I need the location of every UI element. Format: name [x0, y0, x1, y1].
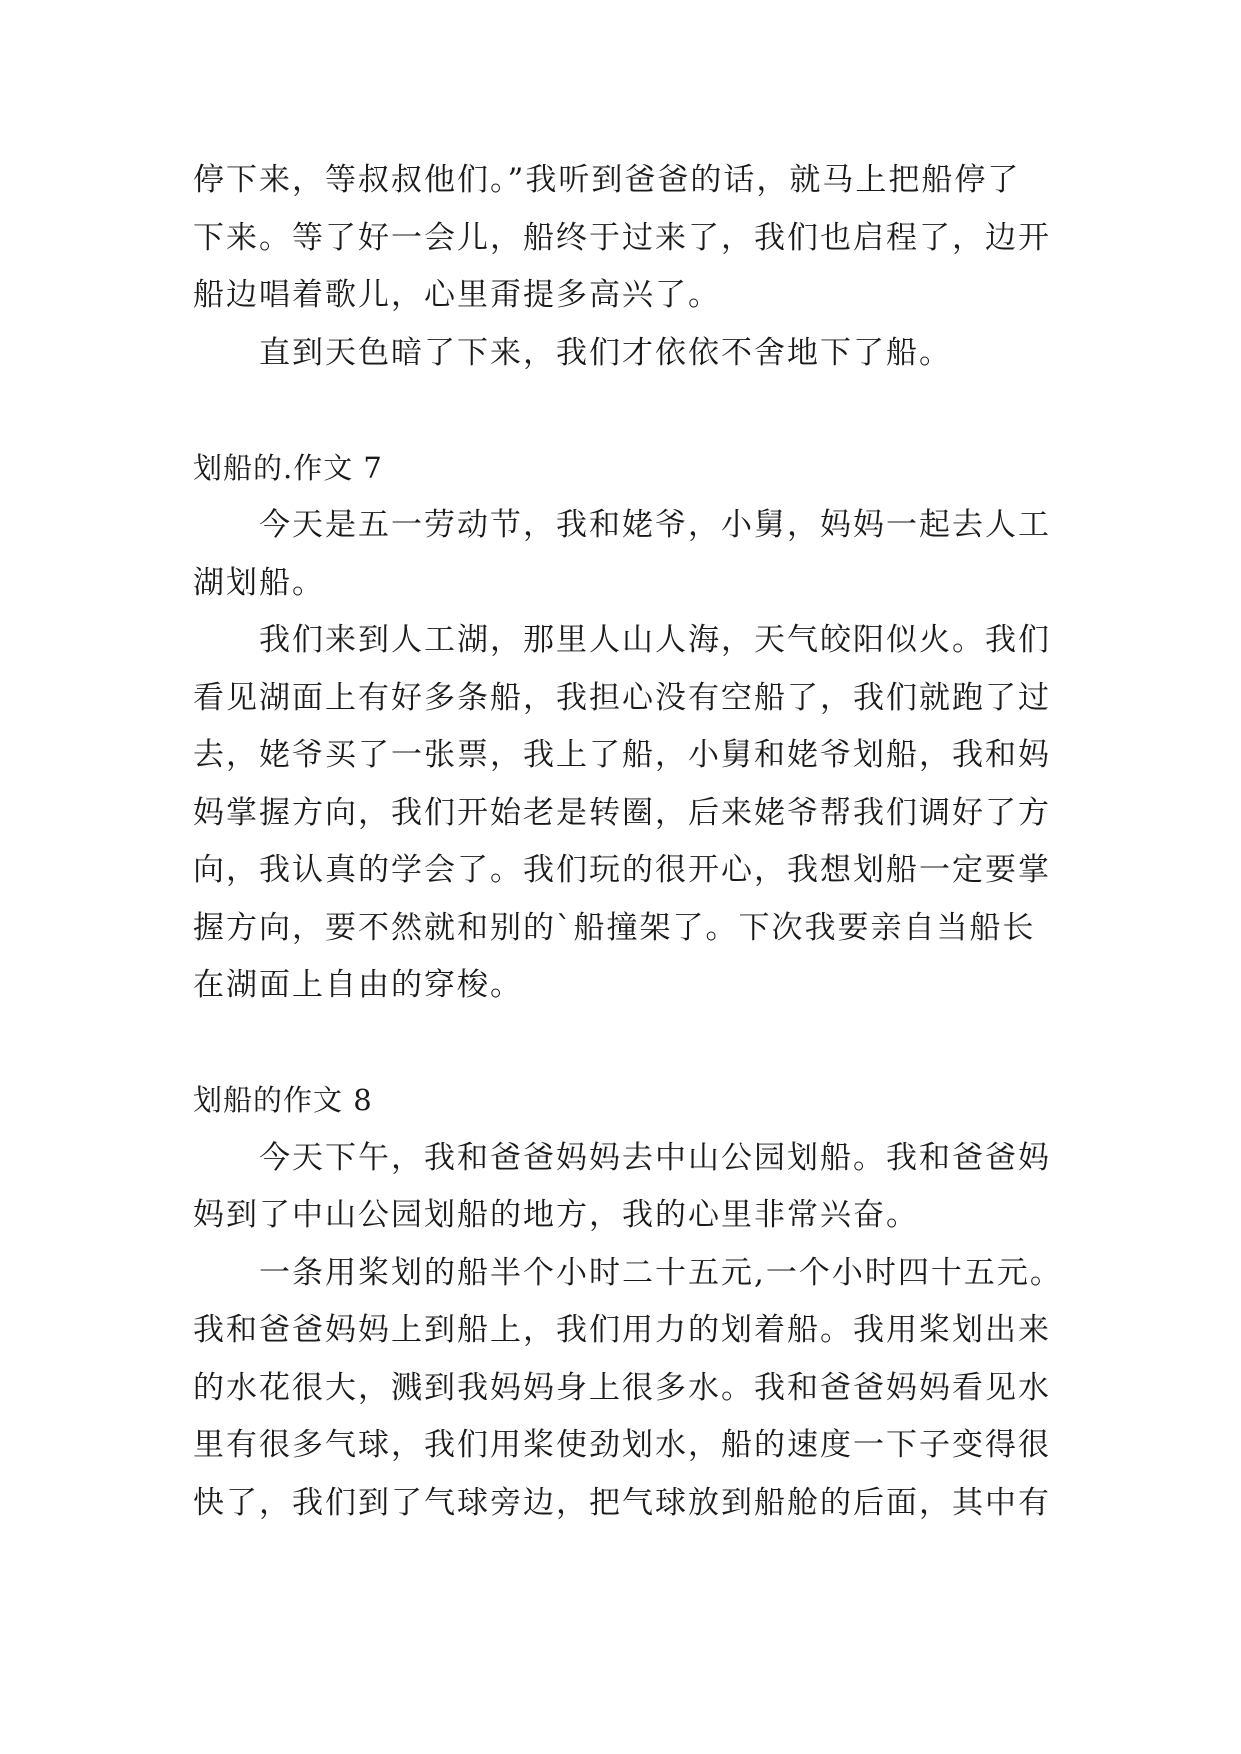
- paragraph-line: 的水花很大，溅到我妈妈身上很多水。我和爸爸妈妈看见水: [193, 1369, 1051, 1406]
- paragraph-first-line: 今天下午，我和爸爸妈妈去中山公园划船。我和爸爸妈: [259, 1139, 1051, 1176]
- paragraph-line: 船边唱着歌儿，心里甭提多高兴了。: [193, 277, 721, 313]
- paragraph-line: 下来。等了好一会儿，船终于过来了，我们也启程了，边开: [193, 219, 1051, 256]
- paragraph-line: 在湖面上自由的穿梭。: [193, 967, 523, 1003]
- paragraph-line: 快了，我们到了气球旁边，把气球放到船舱的后面，其中有: [193, 1484, 1051, 1521]
- paragraph-line: 看见湖面上有好多条船，我担心没有空船了，我们就跑了过: [193, 679, 1051, 716]
- paragraph-line: 妈到了中山公园划船的地方，我的心里非常兴奋。: [193, 1197, 919, 1233]
- document-page: [193, 152, 1063, 1532]
- paragraph-line: 我和爸爸妈妈上到船上，我们用力的划着船。我用桨划出来: [193, 1312, 1051, 1348]
- blank-line: [193, 1015, 1053, 1073]
- paragraph-line: 妈掌握方向，我们开始老是转圈，后来姥爷帮我们调好了方: [193, 794, 1051, 831]
- paragraph-line: 停下来，等叔叔他们。”我听到爸爸的话，就马上把船停了: [193, 162, 1021, 198]
- paragraph-line: 去，姥爷买了一张票，我上了船，小舅和姥爷划船，我和妈: [193, 737, 1051, 773]
- section-heading: 划船的.作文 7: [193, 450, 383, 485]
- paragraph-first-line: 一条用桨划的船半个小时二十五元,一个小时四十五元。: [259, 1254, 1063, 1291]
- paragraph-line: 里有很多气球，我们用桨使劲划水，船的速度一下子变得很: [193, 1427, 1051, 1463]
- paragraph-first-line: 今天是五一劳动节，我和姥爷，小舅，妈妈一起去人工: [259, 507, 1051, 543]
- blank-line: [193, 382, 1053, 440]
- paragraph-line: 湖划船。: [193, 564, 325, 601]
- section-heading: 划船的作文 8: [193, 1083, 373, 1117]
- paragraph-line: 向，我认真的学会了。我们玩的很开心，我想划船一定要掌: [193, 852, 1051, 888]
- paragraph-first-line: 我们来到人工湖，那里人山人海，天气皎阳似火。我们: [259, 622, 1051, 658]
- paragraph-first-line: 直到天色暗了下来，我们才依依不舍地下了船。: [259, 334, 952, 371]
- paragraph-line: 握方向，要不然就和别的`船撞架了。下次我要亲自当船长: [193, 909, 1036, 946]
